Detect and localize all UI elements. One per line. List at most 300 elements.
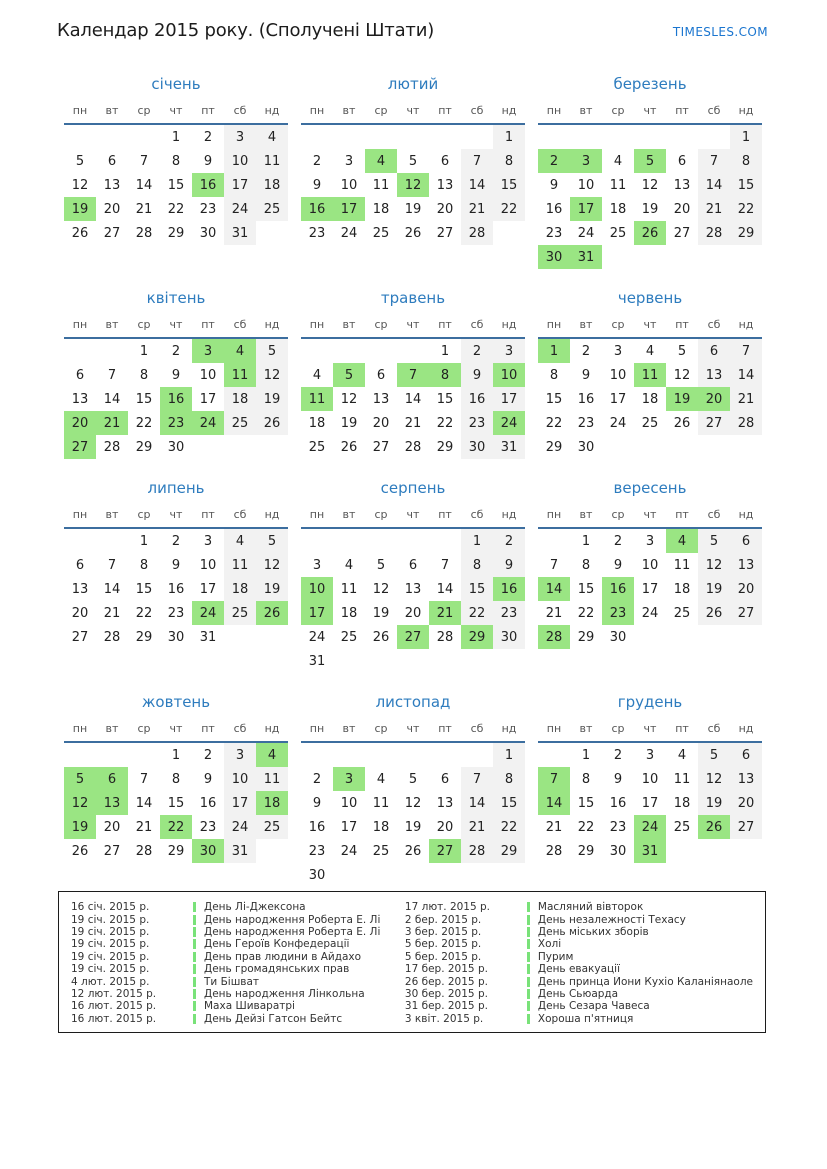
- day-cell: 29: [545, 439, 563, 455]
- weekday-header: чт: [397, 102, 429, 124]
- day-cell: 28: [135, 225, 153, 241]
- legend-holiday-name: День Сезара Чавеса: [537, 1000, 650, 1013]
- day-cell-empty: [538, 742, 570, 767]
- month-title: липень: [147, 479, 205, 497]
- week-row: [64, 791, 288, 815]
- month-table: [301, 102, 525, 245]
- week-row: [538, 245, 762, 269]
- week-row: [64, 124, 288, 149]
- weekday-header: сб: [224, 720, 256, 742]
- day-cell-empty: [602, 435, 634, 459]
- day-cell: 22: [135, 605, 153, 621]
- day-cell-weekend: 31: [224, 839, 256, 863]
- day-cell-weekend: 29: [730, 221, 762, 245]
- weekday-header-row: [538, 102, 762, 124]
- day-cell: 15: [577, 581, 595, 597]
- day-cell: 14: [436, 581, 454, 597]
- legend-holiday-name: День Дейзі Гатсон Бейтс: [204, 1012, 343, 1025]
- day-cell: 6: [677, 153, 687, 169]
- day-cell-weekend: 7: [461, 767, 493, 791]
- day-cell-holiday: 4: [256, 742, 288, 767]
- day-cell-holiday: 28: [538, 625, 570, 649]
- day-cell-weekend: 10: [224, 767, 256, 791]
- day-cell-holiday: 30: [192, 839, 224, 863]
- day-cell: 20: [372, 415, 390, 431]
- day-cell-weekend: 1: [493, 742, 525, 767]
- legend-date: 16 січ. 2015 р.: [71, 901, 150, 914]
- weekday-header: вт: [333, 316, 365, 338]
- day-cell-holiday: 31: [634, 839, 666, 863]
- day-cell-weekend: 20: [730, 791, 762, 815]
- week-row: [538, 839, 762, 863]
- day-cell: 18: [673, 581, 691, 597]
- legend-holiday-name: Пурим: [537, 950, 574, 963]
- day-cell-empty: [666, 625, 698, 649]
- week-row: [538, 411, 762, 435]
- weekday-header: пн: [538, 506, 570, 528]
- holiday-marker-icon: [193, 952, 196, 962]
- day-cell-weekend: 24: [224, 815, 256, 839]
- weekday-header: ср: [602, 506, 634, 528]
- day-cell-holiday: 18: [256, 791, 288, 815]
- weekday-header: вт: [570, 316, 602, 338]
- week-row: [64, 601, 288, 625]
- weekday-header: нд: [256, 506, 288, 528]
- day-cell: 11: [372, 795, 390, 811]
- day-cell: 28: [545, 843, 563, 859]
- day-cell-weekend: 8: [730, 149, 762, 173]
- day-cell-empty: [333, 528, 365, 553]
- weekday-header: пт: [666, 720, 698, 742]
- holiday-marker-icon: [193, 1001, 196, 1011]
- day-cell: 1: [171, 747, 181, 763]
- holiday-marker-icon: [527, 964, 530, 974]
- legend-item: [71, 988, 395, 1000]
- weekday-header: пн: [64, 506, 96, 528]
- week-row: [301, 553, 525, 577]
- day-cell: 1: [139, 343, 149, 359]
- day-cell-weekend: 9: [493, 553, 525, 577]
- day-cell: 7: [549, 557, 559, 573]
- weekday-header-row: [64, 102, 288, 124]
- weekday-header-row: [301, 506, 525, 528]
- day-cell-weekend: 5: [698, 742, 730, 767]
- weekday-header: вт: [96, 102, 128, 124]
- week-row: [64, 149, 288, 173]
- weekday-header-row: [64, 316, 288, 338]
- weekday-header: нд: [493, 506, 525, 528]
- day-cell: 10: [641, 771, 659, 787]
- day-cell-weekend: 12: [256, 553, 288, 577]
- day-cell-weekend: 17: [493, 387, 525, 411]
- day-cell-empty: [698, 625, 730, 649]
- weekday-header: сб: [461, 506, 493, 528]
- legend-holiday-name: День евакуації: [537, 963, 621, 976]
- day-cell-holiday: 12: [64, 791, 96, 815]
- day-cell-weekend: 19: [698, 577, 730, 601]
- weekday-header: ср: [128, 720, 160, 742]
- day-cell-weekend: 26: [698, 601, 730, 625]
- day-cell: 14: [135, 795, 153, 811]
- day-cell: 9: [171, 557, 181, 573]
- weekday-header: нд: [493, 316, 525, 338]
- week-row: [538, 387, 762, 411]
- day-cell-empty: [192, 435, 224, 459]
- week-row: [64, 742, 288, 767]
- day-cell: 9: [203, 153, 213, 169]
- day-cell: 15: [167, 177, 185, 193]
- legend-holiday-name: День народження Лінкольна: [204, 987, 365, 1000]
- day-cell: 3: [645, 747, 655, 763]
- day-cell-holiday: 29: [461, 625, 493, 649]
- week-row: [538, 435, 762, 459]
- day-cell: 23: [308, 225, 326, 241]
- weekday-header: пт: [192, 316, 224, 338]
- month-квітень: [64, 290, 288, 459]
- legend-item: [405, 975, 753, 987]
- day-cell-holiday: 8: [429, 363, 461, 387]
- day-cell: 9: [312, 177, 322, 193]
- day-cell-holiday: 2: [538, 149, 570, 173]
- month-table: [538, 506, 762, 649]
- month-title: листопад: [375, 693, 451, 711]
- week-row: [538, 767, 762, 791]
- day-cell-holiday: 5: [634, 149, 666, 173]
- day-cell: 7: [139, 153, 149, 169]
- day-cell: 10: [199, 367, 217, 383]
- day-cell: 16: [308, 819, 326, 835]
- day-cell: 9: [613, 557, 623, 573]
- weekday-header: пн: [64, 316, 96, 338]
- legend-holiday-name: День Героїв Конфедерації: [204, 938, 350, 951]
- day-cell-holiday: 24: [634, 815, 666, 839]
- day-cell-holiday: 14: [538, 577, 570, 601]
- page-title: Календар 2015 року. (Сполучені Штати): [57, 20, 435, 41]
- day-cell: 17: [609, 391, 627, 407]
- day-cell: 11: [372, 177, 390, 193]
- day-cell-empty: [365, 338, 397, 363]
- legend-holiday-name: День принца Йони Кухіо Каланіянаоле: [537, 975, 753, 988]
- day-cell: 13: [372, 391, 390, 407]
- day-cell-holiday: 4: [365, 149, 397, 173]
- month-лютий: [301, 76, 525, 269]
- day-cell: 27: [71, 629, 89, 645]
- day-cell-empty: [493, 863, 525, 887]
- day-cell-empty: [666, 839, 698, 863]
- day-cell-holiday: 12: [397, 173, 429, 197]
- legend-item: [71, 913, 395, 925]
- weekday-header-row: [64, 506, 288, 528]
- day-cell-weekend: 8: [493, 149, 525, 173]
- day-cell: 23: [199, 201, 217, 217]
- weekday-header: нд: [256, 316, 288, 338]
- day-cell-weekend: 28: [698, 221, 730, 245]
- day-cell-holiday: 5: [333, 363, 365, 387]
- day-cell-empty: [256, 625, 288, 649]
- day-cell: 30: [577, 439, 595, 455]
- day-cell-weekend: 21: [461, 815, 493, 839]
- day-cell-empty: [429, 124, 461, 149]
- week-row: [64, 221, 288, 245]
- day-cell-weekend: 22: [493, 815, 525, 839]
- month-червень: [538, 290, 762, 459]
- day-cell: 18: [372, 201, 390, 217]
- month-жовтень: [64, 694, 288, 887]
- day-cell-empty: [634, 435, 666, 459]
- day-cell: 27: [436, 225, 454, 241]
- day-cell: 11: [609, 177, 627, 193]
- day-cell: 28: [436, 629, 454, 645]
- legend-holiday-name: День народження Роберта Е. Лі: [204, 925, 381, 938]
- day-cell-holiday: 4: [666, 528, 698, 553]
- site-link[interactable]: TIMESLES.COM: [672, 25, 768, 39]
- week-row: [64, 839, 288, 863]
- weekday-header: пн: [538, 720, 570, 742]
- day-cell: 15: [577, 795, 595, 811]
- day-cell-weekend: 28: [461, 839, 493, 863]
- month-січень: [64, 76, 288, 269]
- day-cell-weekend: 19: [256, 387, 288, 411]
- weekday-header: чт: [634, 506, 666, 528]
- day-cell: 26: [404, 843, 422, 859]
- day-cell: 2: [613, 747, 623, 763]
- day-cell: 8: [171, 771, 181, 787]
- month-grid-row: [64, 694, 776, 887]
- day-cell: 11: [673, 557, 691, 573]
- week-row: [301, 221, 525, 245]
- day-cell-holiday: 11: [301, 387, 333, 411]
- day-cell: 31: [199, 629, 217, 645]
- day-cell: 20: [71, 605, 89, 621]
- weekday-header-row: [538, 506, 762, 528]
- legend-holiday-name: Маха Шиваратрі: [204, 1000, 295, 1013]
- week-row: [301, 197, 525, 221]
- weekday-header: чт: [160, 102, 192, 124]
- month-листопад: [301, 694, 525, 887]
- day-cell: 7: [107, 557, 117, 573]
- holiday-legend: [58, 891, 766, 1033]
- day-cell: 9: [613, 771, 623, 787]
- day-cell: 18: [641, 391, 659, 407]
- day-cell-empty: [538, 124, 570, 149]
- day-cell-empty: [333, 338, 365, 363]
- day-cell-empty: [730, 245, 762, 269]
- weekday-header: нд: [493, 720, 525, 742]
- holiday-marker-icon: [527, 977, 530, 987]
- month-липень: [64, 480, 288, 673]
- week-row: [64, 577, 288, 601]
- day-cell: 12: [641, 177, 659, 193]
- day-cell-holiday: 1: [538, 338, 570, 363]
- day-cell-empty: [333, 124, 365, 149]
- weekday-header: вт: [570, 720, 602, 742]
- day-cell: 29: [167, 843, 185, 859]
- week-row: [301, 387, 525, 411]
- day-cell-weekend: 7: [461, 149, 493, 173]
- legend-date: 5 бер. 2015 р.: [404, 950, 482, 963]
- day-cell-empty: [698, 839, 730, 863]
- day-cell-holiday: 3: [333, 767, 365, 791]
- weekday-header: пн: [64, 102, 96, 124]
- day-cell-weekend: 16: [461, 387, 493, 411]
- week-row: [64, 435, 288, 459]
- legend-item: [405, 1000, 753, 1012]
- legend-date: 3 квіт. 2015 р.: [404, 1012, 484, 1025]
- weekday-header: пт: [192, 102, 224, 124]
- weekday-header-row: [301, 102, 525, 124]
- day-cell-weekend: 18: [224, 387, 256, 411]
- day-cell: 16: [577, 391, 595, 407]
- legend-date: 26 бер. 2015 р.: [404, 975, 488, 988]
- day-cell: 13: [436, 177, 454, 193]
- weekday-header: нд: [730, 102, 762, 124]
- day-cell: 25: [340, 629, 358, 645]
- day-cell-weekend: 26: [256, 411, 288, 435]
- legend-holiday-name: Ти Бішват: [204, 975, 260, 988]
- legend-item: [405, 926, 753, 938]
- day-cell-weekend: 6: [730, 742, 762, 767]
- day-cell: 2: [312, 771, 322, 787]
- week-row: [301, 528, 525, 553]
- day-cell: 4: [376, 771, 386, 787]
- day-cell: 14: [103, 581, 121, 597]
- weekday-header-row: [64, 720, 288, 742]
- week-row: [64, 338, 288, 363]
- day-cell: 30: [167, 629, 185, 645]
- month-title: лютий: [387, 75, 439, 93]
- calendar-year-grid: [64, 76, 776, 908]
- day-cell-empty: [256, 839, 288, 863]
- day-cell-holiday: 14: [538, 791, 570, 815]
- week-row: [301, 338, 525, 363]
- day-cell: 18: [372, 819, 390, 835]
- day-cell: 19: [641, 201, 659, 217]
- month-травень: [301, 290, 525, 459]
- day-cell-holiday: 17: [570, 197, 602, 221]
- day-cell-holiday: 16: [301, 197, 333, 221]
- day-cell: 2: [171, 533, 181, 549]
- day-cell-holiday: 3: [570, 149, 602, 173]
- holiday-marker-icon: [193, 1014, 196, 1024]
- day-cell: 12: [404, 795, 422, 811]
- legend-date: 19 січ. 2015 р.: [71, 938, 150, 951]
- day-cell-holiday: 7: [397, 363, 429, 387]
- day-cell: 20: [103, 201, 121, 217]
- day-cell-weekend: 19: [256, 577, 288, 601]
- week-row: [538, 528, 762, 553]
- day-cell: 25: [641, 415, 659, 431]
- legend-holiday-name: День незалежності Техасу: [537, 913, 686, 926]
- day-cell: 24: [641, 605, 659, 621]
- day-cell: 26: [372, 629, 390, 645]
- day-cell: 23: [545, 225, 563, 241]
- day-cell-weekend: 7: [730, 338, 762, 363]
- day-cell-weekend: 4: [224, 528, 256, 553]
- day-cell-weekend: 30: [461, 435, 493, 459]
- month-title: жовтень: [141, 693, 211, 711]
- weekday-header: ср: [602, 102, 634, 124]
- day-cell-empty: [96, 338, 128, 363]
- week-row: [301, 601, 525, 625]
- day-cell: 23: [308, 843, 326, 859]
- weekday-header-row: [301, 316, 525, 338]
- day-cell: 19: [404, 819, 422, 835]
- day-cell: 29: [167, 225, 185, 241]
- weekday-header: сб: [224, 506, 256, 528]
- day-cell-weekend: 25: [224, 411, 256, 435]
- weekday-header: ср: [365, 506, 397, 528]
- holiday-marker-icon: [193, 902, 196, 912]
- day-cell-holiday: 6: [96, 767, 128, 791]
- day-cell-holiday: 23: [602, 601, 634, 625]
- day-cell: 24: [340, 843, 358, 859]
- legend-date: 19 січ. 2015 р.: [71, 913, 150, 926]
- weekday-header: чт: [634, 316, 666, 338]
- legend-holiday-name: День громадянських прав: [204, 963, 350, 976]
- holiday-marker-icon: [527, 939, 530, 949]
- day-cell-weekend: 31: [224, 221, 256, 245]
- week-row: [538, 338, 762, 363]
- legend-columns: [71, 901, 753, 1026]
- day-cell: 24: [609, 415, 627, 431]
- day-cell-empty: [128, 742, 160, 767]
- day-cell: 26: [673, 415, 691, 431]
- day-cell-empty: [570, 124, 602, 149]
- day-cell: 25: [673, 819, 691, 835]
- week-row: [538, 363, 762, 387]
- day-cell-weekend: 5: [698, 528, 730, 553]
- weekday-header: ср: [365, 102, 397, 124]
- day-cell-weekend: 12: [698, 553, 730, 577]
- weekday-header: сб: [698, 316, 730, 338]
- day-cell: 16: [545, 201, 563, 217]
- day-cell: 20: [436, 201, 454, 217]
- day-cell-weekend: 7: [698, 149, 730, 173]
- day-cell-empty: [64, 338, 96, 363]
- day-cell-weekend: 5: [256, 528, 288, 553]
- holiday-marker-icon: [193, 915, 196, 925]
- holiday-marker-icon: [193, 964, 196, 974]
- holiday-marker-icon: [527, 927, 530, 937]
- week-row: [538, 149, 762, 173]
- day-cell-holiday: 26: [256, 601, 288, 625]
- weekday-header: пт: [429, 506, 461, 528]
- day-cell: 6: [75, 557, 85, 573]
- day-cell-holiday: 19: [64, 197, 96, 221]
- day-cell-empty: [429, 528, 461, 553]
- day-cell: 18: [673, 795, 691, 811]
- day-cell-empty: [365, 742, 397, 767]
- day-cell-weekend: 18: [256, 173, 288, 197]
- day-cell-weekend: 15: [493, 173, 525, 197]
- day-cell-weekend: 12: [256, 363, 288, 387]
- day-cell-empty: [493, 649, 525, 673]
- month-title: квітень: [146, 289, 206, 307]
- day-cell-weekend: 28: [730, 411, 762, 435]
- day-cell: 20: [673, 201, 691, 217]
- day-cell-weekend: 15: [461, 577, 493, 601]
- day-cell-empty: [461, 124, 493, 149]
- day-cell: 16: [199, 795, 217, 811]
- legend-date: 4 лют. 2015 р.: [71, 975, 150, 988]
- day-cell: 13: [103, 177, 121, 193]
- holiday-marker-icon: [527, 902, 530, 912]
- day-cell-empty: [397, 528, 429, 553]
- weekday-header: ср: [602, 720, 634, 742]
- week-row: [64, 767, 288, 791]
- day-cell-empty: [397, 649, 429, 673]
- month-березень: [538, 76, 762, 269]
